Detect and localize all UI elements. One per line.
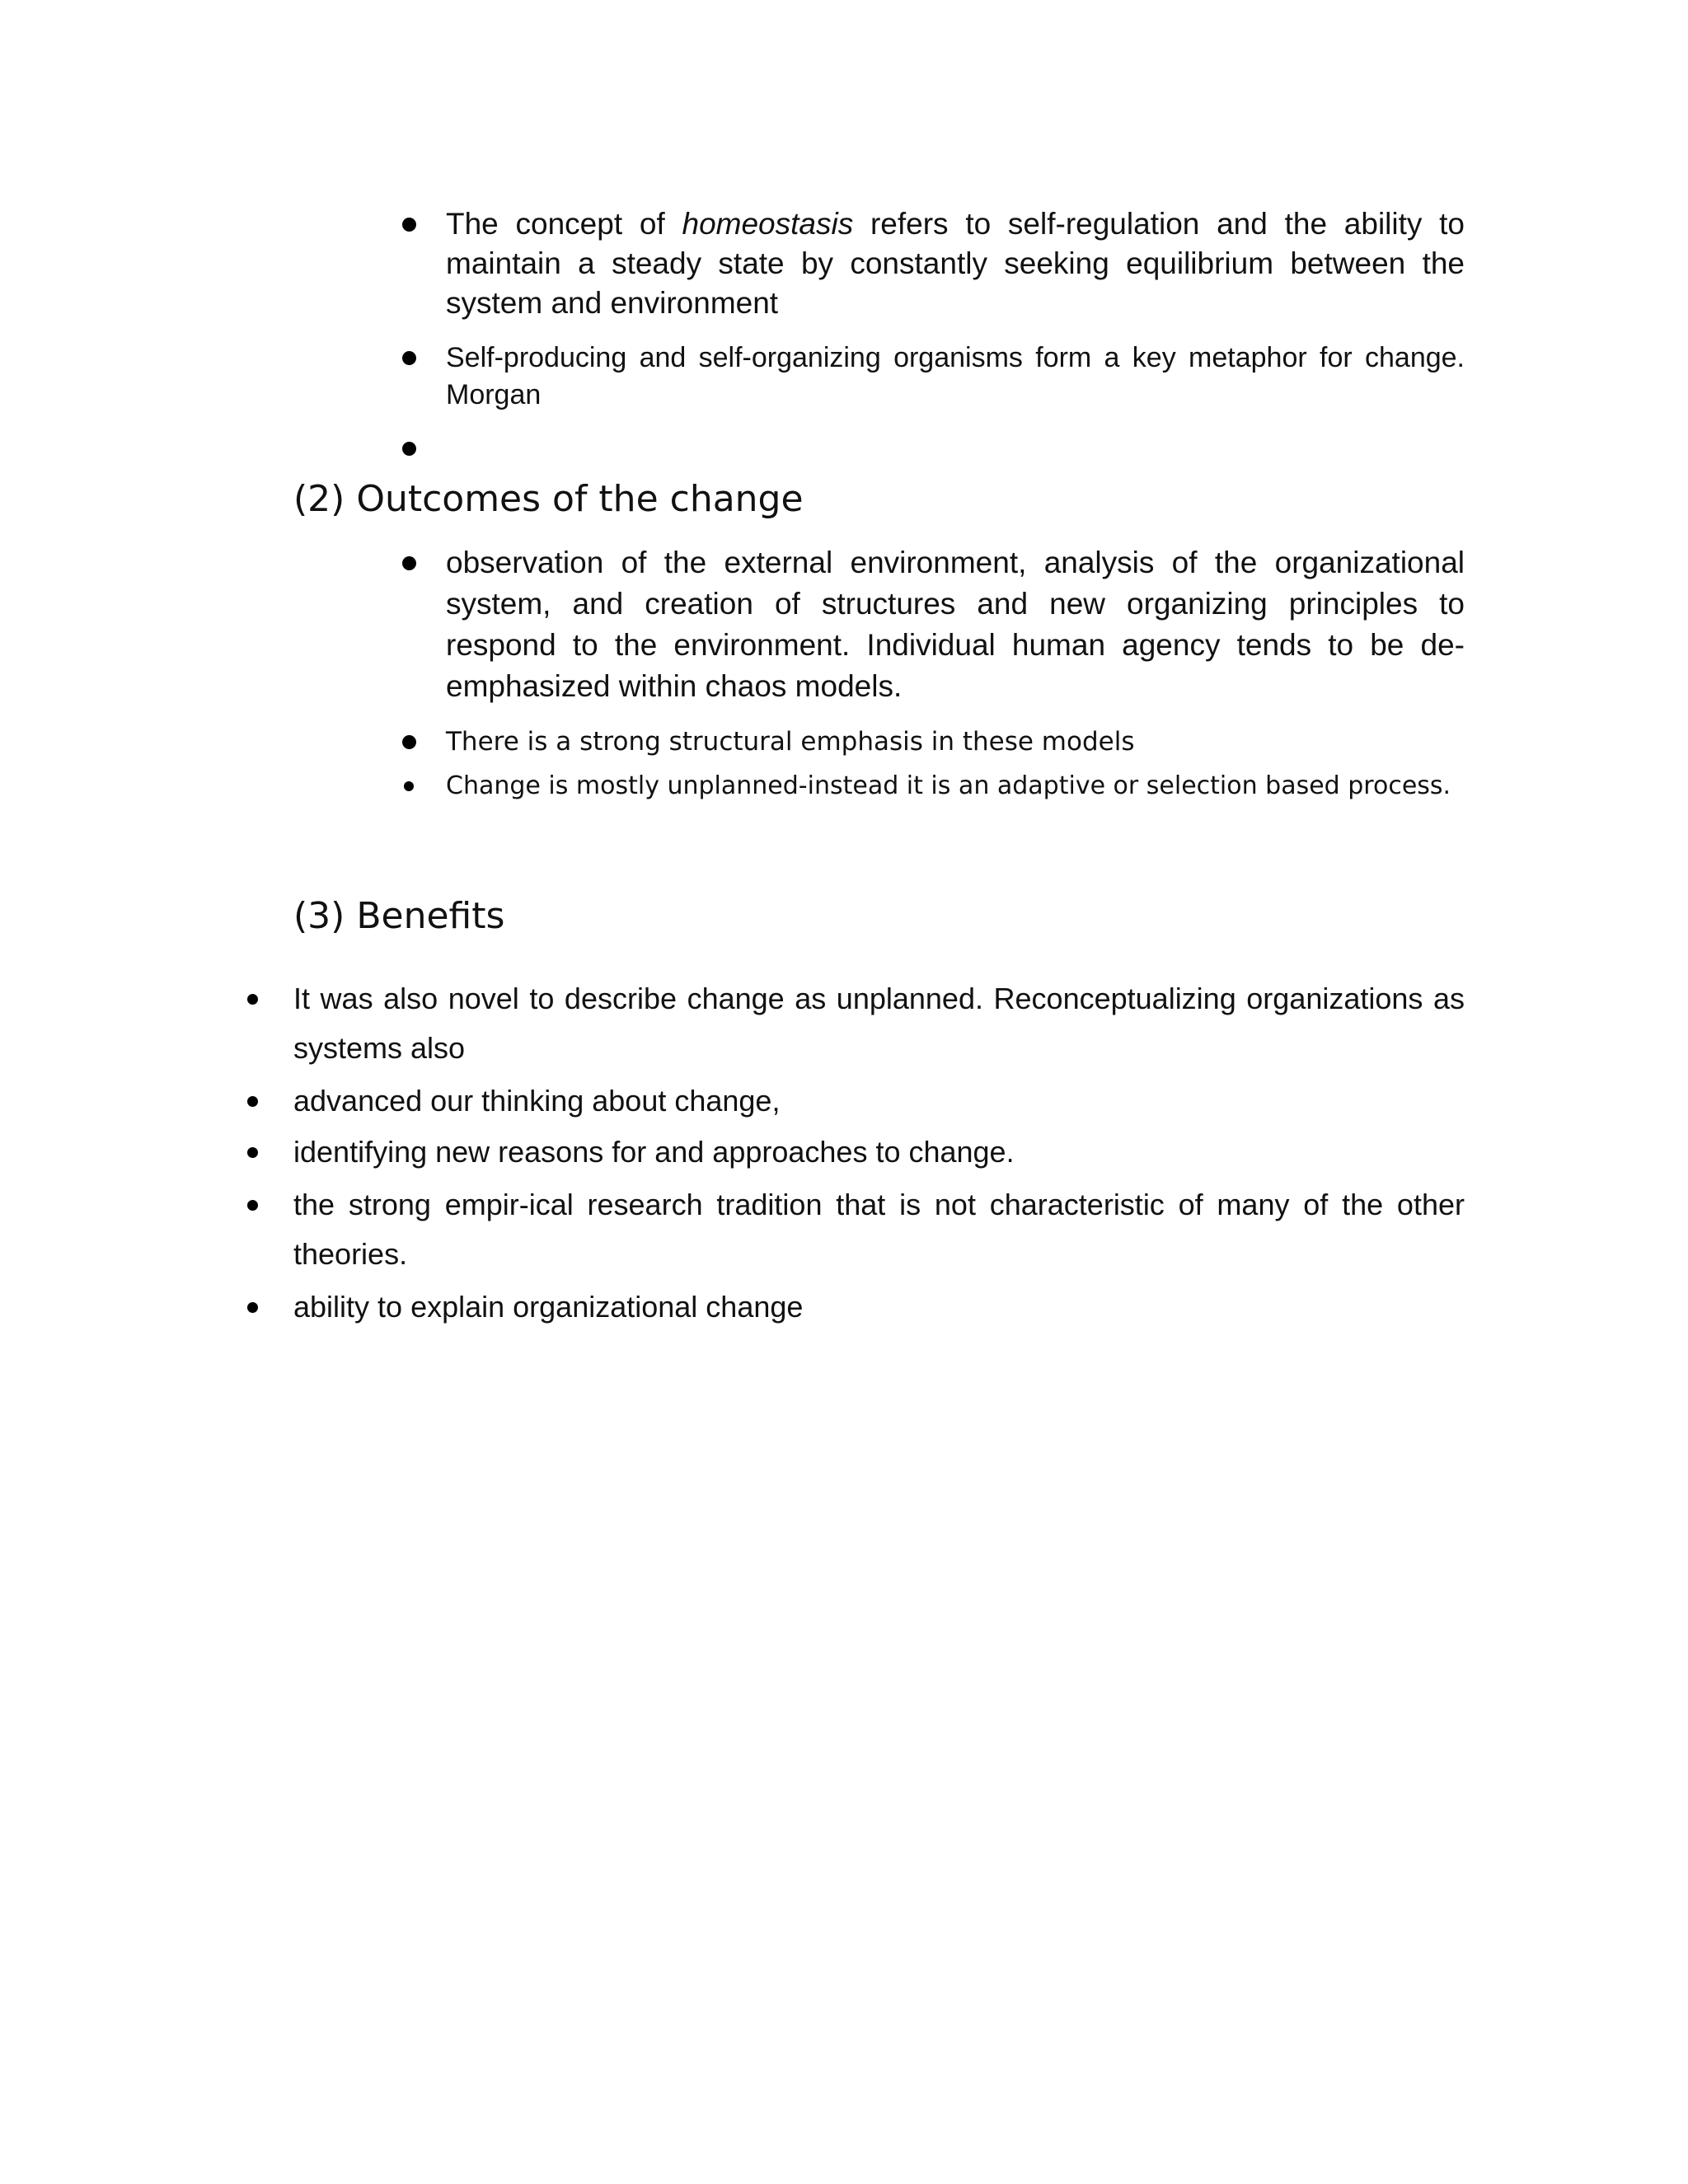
bullet-icon [402,351,416,365]
section-heading-outcomes: (2) Outcomes of the change [293,478,804,520]
emphasis-text: homeostasis [682,207,854,241]
list-item [402,725,1465,760]
section-heading-benefits: (3) Benefits [293,895,505,937]
bullet-icon [247,1200,258,1211]
bullet-text: the strong empir-ical research tradition that is not characteristic of many of the other theories. [293,1188,1465,1271]
bullet-icon [247,1302,258,1313]
list-item [246,1076,1465,1127]
bullet-icon [402,735,416,749]
bullet-text: Self-producing and self-organizing organisms form a key metaphor for change. Morgan [446,342,1465,410]
bullet-icon [247,1096,258,1107]
bullet-text: observation of the external environment, analysis of the organizational system, and creation of structures and new organizing principles to respond to the environment. Individual human agency tends to be de-emphasized within chaos models. [446,546,1465,703]
section1-bullet-list [402,204,1465,328]
bullet-text: There is a strong structural emphasis in these models [446,727,1135,757]
list-item [402,770,1465,804]
list-item [246,1282,1465,1333]
list-item [402,437,1465,462]
list-item [402,204,1465,328]
list-item [246,974,1465,1076]
bullet-icon [402,556,416,570]
bullet-text: advanced our thinking about change, [293,1084,781,1118]
bullet-icon [402,442,416,456]
list-item [402,542,1465,707]
bullet-text: It was also novel to describe change as unplanned. Reconceptualizing organizations as systems also [293,982,1465,1065]
bullet-text: Change is mostly unplanned-instead it is an adaptive or selection based process. [446,771,1451,800]
bullet-icon [404,781,414,791]
bullet-text: identifying new reasons for and approaches to change. [293,1135,1015,1169]
bullet-icon [247,994,258,1005]
bullet-text: The concept of homeostasis refers to self-regulation and the ability to maintain a steady state by constantly seeking equilibrium between the system and environment [446,207,1465,320]
bullet-icon [402,218,416,232]
list-item [246,1127,1465,1179]
bullet-icon [247,1147,258,1158]
list-item [402,340,1465,418]
bullet-text: ability to explain organizational change [293,1290,804,1324]
list-item [246,1180,1465,1282]
